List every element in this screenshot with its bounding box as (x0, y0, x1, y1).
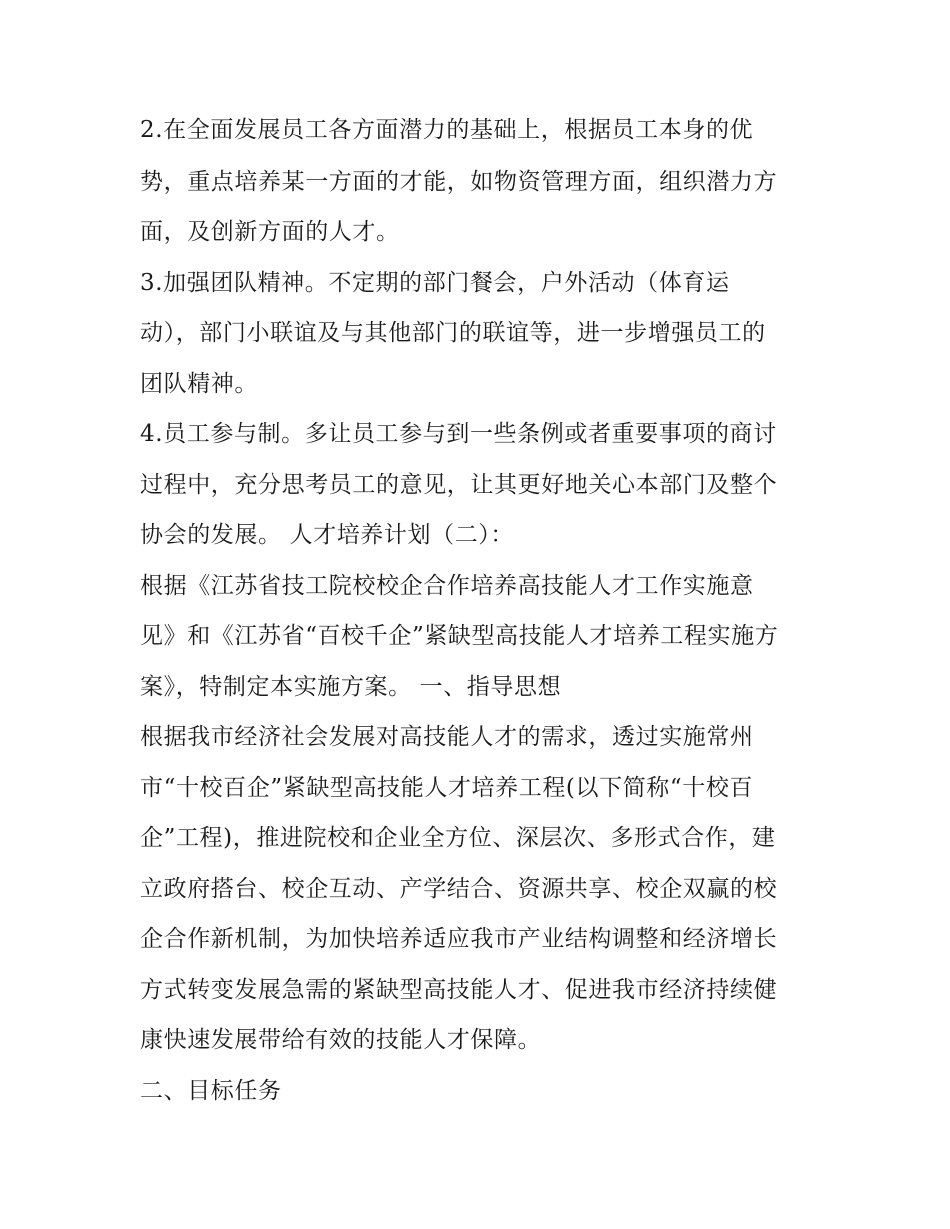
text-line: 案》，特制定本实施方案。 一、指导思想 (140, 674, 562, 700)
text-line: 企合作新机制，为加快培养适应我市产业结构调整和经济增长 (140, 926, 778, 952)
text-line: 过程中，充分思考员工的意见，让其更好地关心本部门及整个 (140, 472, 778, 498)
text-line: 面，及创新方面的人才。 (140, 219, 400, 245)
text-line: 动），部门小联谊及与其他部门的联谊等，进一步增强员工的 (140, 320, 766, 346)
section-heading: 二、目标任务 (140, 1078, 282, 1104)
text-line: 3.加强团队精神。不定期的部门餐会，户外活动（体育运 (140, 270, 730, 296)
text-line: 康快速发展带给有效的技能人才保障。 (140, 1027, 542, 1053)
text-line: 根据我市经济社会发展对高技能人才的需求，透过实施常州 (140, 724, 754, 750)
text-line: 根据《江苏省技工院校校企合作培养高技能人才工作实施意 (140, 573, 754, 599)
text-line: 势，重点培养某一方面的才能，如物资管理方面，组织潜力方 (140, 169, 778, 195)
text-line: 市“十校百企”紧缺型高技能人才培养工程(以下简称“十校百 (140, 775, 754, 801)
text-line: 企”工程)，推进院校和企业全方位、深层次、多形式合作，建 (140, 825, 776, 851)
text-line: 方式转变发展急需的紧缺型高技能人才、促进我市经济持续健 (140, 977, 778, 1003)
text-line: 协会的发展。 人才培养计划（二）： (140, 522, 515, 548)
text-line: 立政府搭台、校企互动、产学结合、资源共享、校企双赢的校 (140, 876, 778, 902)
text-line: 团队精神。 (140, 371, 258, 397)
text-line: 见》和《江苏省“百校千企”紧缺型高技能人才培养工程实施方 (140, 623, 779, 649)
text-line: 2.在全面发展员工各方面潜力的基础上，根据员工本身的优 (140, 117, 754, 143)
text-line: 4.员工参与制。多让员工参与到一些条例或者重要事项的商讨 (140, 421, 777, 447)
